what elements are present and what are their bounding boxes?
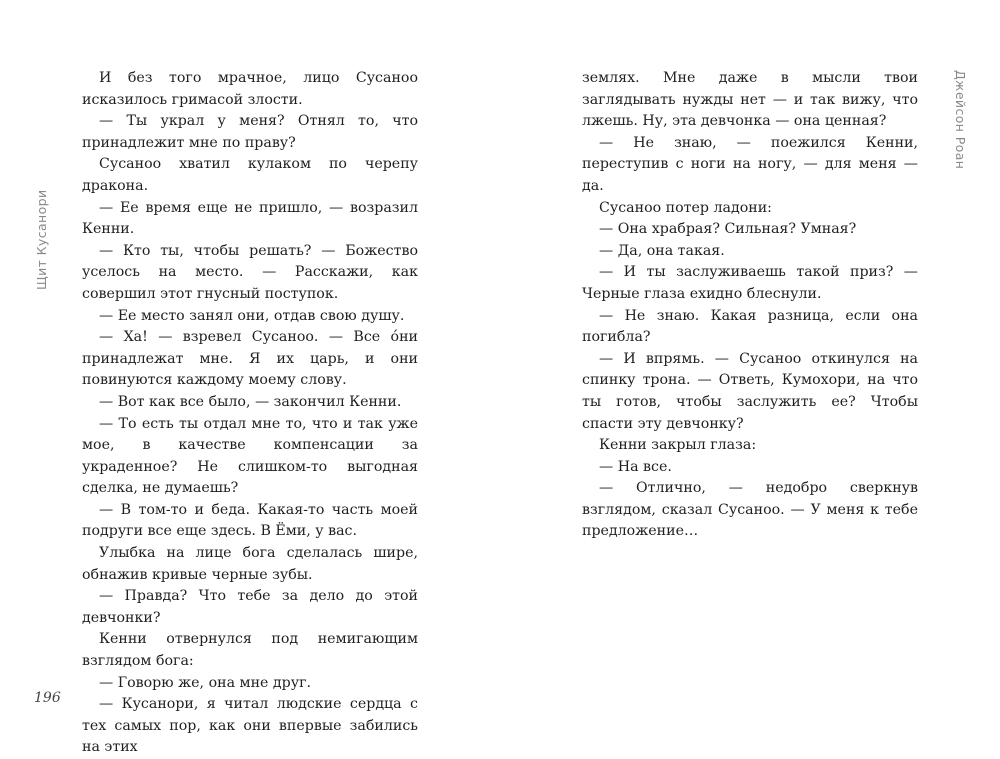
paragraph: — Ее место занял они, отдав свою душу. bbox=[99, 307, 405, 324]
left-text-block bbox=[82, 68, 418, 759]
paragraph: — Кто ты, чтобы решать? — Божество уселось на место. — Расскажи, как совершил этот гнусный поступок. bbox=[82, 242, 418, 302]
paragraph: И без того мрачное, лицо Сусаноо исказилось гримасой злости. bbox=[82, 70, 418, 108]
paragraph: — Она храбрая? Сильная? Умная? bbox=[599, 221, 857, 238]
paragraph: землях. Мне даже в мысли твои заглядывать нужды нет — и так вижу, что лжешь. Ну, эта девчонка — она ценная? bbox=[582, 70, 918, 130]
paragraph: — Вот как все было, — закончил Кенни. bbox=[99, 393, 402, 410]
left-page bbox=[0, 0, 500, 756]
paragraph: — Ты украл у меня? Отнял то, что принадлежит мне по праву? bbox=[82, 113, 418, 151]
paragraph: — Правда? Что тебе за дело до этой девчонки? bbox=[82, 588, 418, 626]
paragraph: — И ты заслуживаешь такой приз? — Черные глаза ехидно блеснули. bbox=[582, 264, 918, 302]
paragraph: — Да, она такая. bbox=[599, 242, 725, 259]
paragraph: — Ее время еще не пришло, — возразил Кенни. bbox=[82, 199, 418, 238]
right-text-block bbox=[582, 68, 918, 543]
paragraph: — И впрямь. — Сусаноо откинулся на спинку трона. — Ответь, Кумохори, на что ты готов, чтобы заслужить ее? Чтобы спасти эту девчонку? bbox=[582, 350, 918, 432]
paragraph: — На все. bbox=[599, 458, 672, 475]
paragraph: Улыбка на лице бога сделалась шире, обнажив кривые черные зубы. bbox=[82, 545, 418, 583]
paragraph: — То есть ты отдал мне то, что и так уже мое, в качестве компенсации за украденное? Не слишком-то выгодная сделка, не думаешь? bbox=[82, 415, 418, 497]
left-running-head: Щит Кусанори bbox=[34, 189, 49, 290]
paragraph: — Кусанори, я читал людские сердца с тех самых пор, как они впервые забились на этих bbox=[82, 696, 418, 756]
right-running-head: Джейсон Роан bbox=[953, 70, 968, 170]
paragraph: Кенни отвернулся под немигающим взглядом бога: bbox=[82, 631, 418, 670]
paragraph: Сусаноо хватил кулаком по черепу дракона. bbox=[82, 156, 418, 194]
paragraph: — Не знаю. Какая разница, если она погибла? bbox=[582, 307, 918, 346]
paragraph: Сусаноо потер ладони: bbox=[599, 199, 772, 216]
right-page bbox=[500, 0, 1000, 750]
paragraph: — Отлично, — недобро сверкнув взглядом, сказал Сусаноо. — У меня к тебе предложение… bbox=[582, 480, 918, 540]
paragraph: — В том-то и беда. Какая-то часть моей подруги все еще здесь. В Ёми, у вас. bbox=[82, 501, 418, 540]
paragraph: Кенни закрыл глаза: bbox=[599, 437, 757, 454]
page-number: 196 bbox=[34, 690, 61, 706]
paragraph: — Ха! — взревел Сусаноо. — Все óни принадлежат мне. Я их царь, и они повинуются каждому моему слову. bbox=[82, 329, 418, 389]
paragraph: — Не знаю, — поежился Кенни, переступив с ноги на ногу, — для меня — да. bbox=[582, 134, 918, 194]
paragraph: — Говорю же, она мне друг. bbox=[99, 674, 312, 691]
